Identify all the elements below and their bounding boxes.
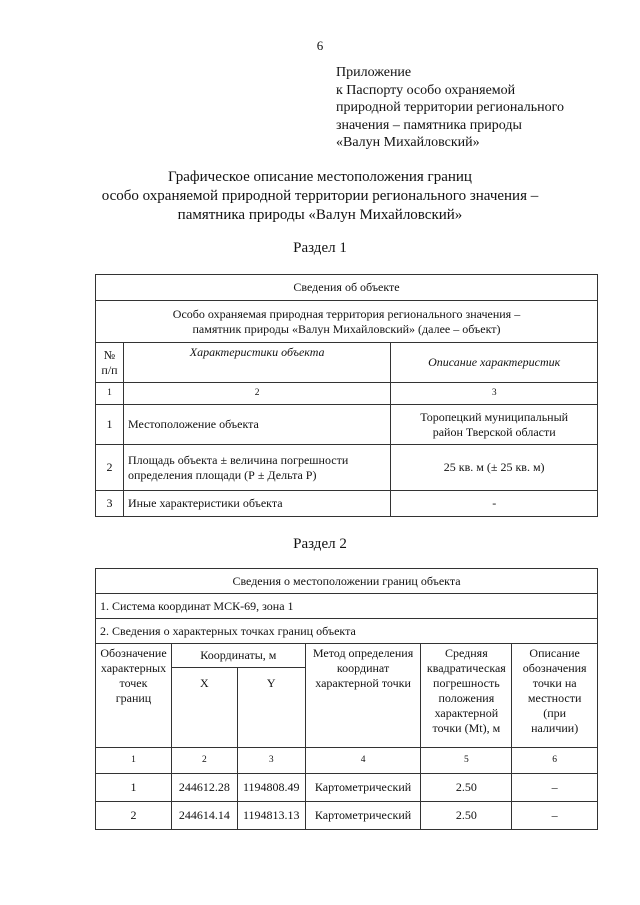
row-characteristic (123, 445, 390, 491)
cell-line: район Тверской области (432, 424, 556, 439)
page-number: 6 (316, 38, 324, 53)
title-line: Графическое описание местоположения границ (168, 169, 472, 185)
coord-y: 1194808.49 (237, 774, 305, 802)
row-number: 3 (96, 491, 124, 517)
col-index: 6 (512, 748, 598, 774)
description-header (512, 644, 598, 748)
header-line: характерной точки (315, 676, 411, 690)
row-characteristic (123, 405, 390, 445)
coordinate-system: 1. Система координат МСК-69, зона 1 (96, 594, 598, 619)
header-line: Обозначение (100, 646, 167, 660)
object-name-line: Особо охраняемая природная территория регионального значения – (172, 306, 521, 321)
appendix-note (336, 64, 564, 152)
appendix-line: Приложение (336, 65, 412, 80)
col-index: 3 (237, 748, 305, 774)
appendix-line: природной территории регионального (336, 100, 564, 115)
y-header: Y (237, 668, 305, 748)
header-line: координат (336, 661, 390, 675)
col-index: 2 (123, 383, 390, 405)
table-row (96, 491, 598, 517)
title-line: памятника природы «Валун Михайловский» (177, 207, 463, 223)
row-number: 1 (96, 405, 124, 445)
cell-line: Иные характеристики объекта (127, 496, 283, 510)
col-description-header: Описание характеристик (391, 343, 598, 383)
header-line: точек (119, 676, 148, 690)
method: Картометрический (305, 774, 421, 802)
cell-line: Местоположение объекта (127, 417, 259, 431)
table-row (96, 445, 598, 491)
header-line: характерных (100, 661, 167, 675)
col-index: 2 (171, 748, 237, 774)
document-title (0, 168, 640, 225)
header-line: № (103, 347, 116, 362)
title-line: особо охраняемой природной территории регионального значения – (101, 188, 539, 204)
method: Картометрический (305, 802, 421, 830)
col-num-header (96, 343, 124, 383)
header-line: квадратическая (426, 661, 506, 675)
section2-heading: Раздел 2 (293, 536, 347, 552)
boundary-points-table (95, 568, 598, 830)
row-description (391, 491, 598, 517)
header-line: (при (543, 706, 567, 720)
header-line: точки (Mt), м (432, 721, 501, 735)
appendix-line: «Валун Михайловский» (336, 135, 480, 150)
header-line: обозначения (522, 661, 587, 675)
header-line: положения (438, 691, 495, 705)
section1-heading: Раздел 1 (293, 240, 347, 256)
object-name (96, 301, 598, 343)
col-index: 3 (391, 383, 598, 405)
point-id: 2 (96, 802, 172, 830)
coord-x: 244614.14 (171, 802, 237, 830)
header-line: Средняя (444, 646, 488, 660)
point-id: 1 (96, 774, 172, 802)
mse: 2.50 (421, 802, 512, 830)
object-name-line: памятник природы «Валун Михайловский» (далее – объект) (192, 321, 501, 336)
cell-line: - (492, 496, 497, 510)
header-line: п/п (101, 362, 118, 377)
object-info-table (95, 274, 598, 517)
col-characteristic-header: Характеристики объекта (123, 343, 390, 383)
coord-x: 244612.28 (171, 774, 237, 802)
table-row (96, 774, 598, 802)
table-row (96, 405, 598, 445)
col-index: 1 (96, 748, 172, 774)
row-description (391, 405, 598, 445)
header-line: Описание (529, 646, 580, 660)
method-header (305, 644, 421, 748)
x-header: X (171, 668, 237, 748)
mse: 2.50 (421, 774, 512, 802)
cell-line: Торопецкий муниципальный (420, 409, 569, 424)
cell-line: определения площади (Р ± Дельта Р) (127, 467, 317, 482)
row-description (391, 445, 598, 491)
points-title: 2. Сведения о характерных точках границ объекта (96, 619, 598, 644)
col-index: 5 (421, 748, 512, 774)
appendix-line: к Паспорту особо охраняемой (336, 82, 516, 98)
cell-line: 25 кв. м (± 25 кв. м) (443, 460, 545, 474)
header-line: Метод определения (312, 646, 414, 660)
header-line: характерной (434, 706, 499, 720)
row-characteristic (123, 491, 390, 517)
point-header (96, 644, 172, 748)
mse-header (421, 644, 512, 748)
table-row (96, 802, 598, 830)
header-line: наличии) (531, 721, 579, 735)
appendix-line: значения – памятника природы (336, 117, 522, 133)
coordinates-header: Координаты, м (171, 644, 305, 668)
table-title: Сведения о местоположении границ объекта (96, 569, 598, 594)
point-description: – (512, 774, 598, 802)
col-index: 1 (96, 383, 124, 405)
table-title: Сведения об объекте (96, 275, 598, 301)
point-description: – (512, 802, 598, 830)
cell-line: Площадь объекта ± величина погрешности (127, 452, 349, 467)
header-line: границ (115, 691, 152, 705)
header-line: местности (527, 691, 582, 705)
col-index: 4 (305, 748, 421, 774)
row-number: 2 (96, 445, 124, 491)
header-line: погрешность (433, 676, 500, 690)
coord-y: 1194813.13 (237, 802, 305, 830)
header-line: точки на (532, 676, 577, 690)
